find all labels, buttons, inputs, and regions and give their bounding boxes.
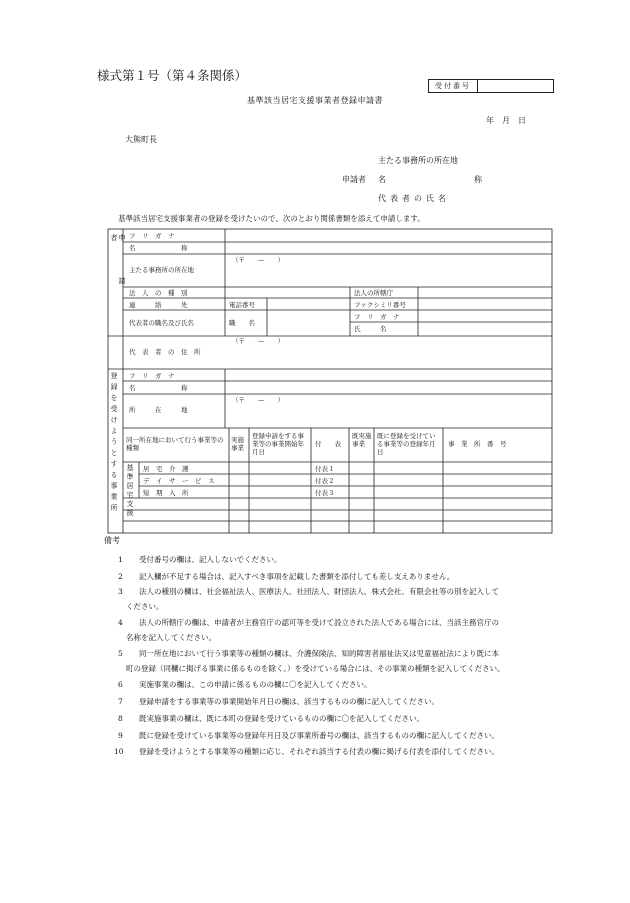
furigana-label: フ リ ガ ナ — [129, 232, 175, 240]
remark-number: 3 — [118, 587, 123, 596]
remark-text: 受付番号の欄は、記入しないでください。 — [139, 555, 282, 564]
remark-text: 町の登録（同欄に掲げる事業に係るものを除く。）を受けている場合には、その事業の種類を記入してください。 — [126, 664, 505, 673]
col-existing: 既実施事業 — [352, 432, 372, 448]
remark-text: 既に登録を受けている事業等の登録年月日及び事業所番号の欄は、該当するものの欄に記入してください。 — [139, 731, 499, 740]
row-attachment-3: 付表３ — [315, 489, 335, 497]
remark-number: 7 — [118, 697, 123, 706]
remark-number: 2 — [118, 572, 123, 581]
intro-text: 基準該当居宅支援事業者の登録を受けたいので、次のとおり関係書類を添えて申請します。 — [118, 214, 425, 223]
remark-number: 6 — [118, 680, 123, 689]
fax-label: ファクシミリ番号 — [354, 301, 406, 309]
row-attachment-2: 付表２ — [315, 477, 335, 485]
remarks-title: 備考 — [104, 536, 120, 545]
remark-text: 法人の所轄庁の欄は、申請者が主務官庁の認可等を受けて設立された法人である場合には、当該主務官庁の — [139, 618, 499, 627]
row-type-1: 居 宅 介 護 — [143, 465, 189, 473]
business-location-label: 所 在 地 — [129, 406, 188, 414]
col-business-types: 同一所在地において行う事業等の種類 — [126, 436, 224, 452]
col-implemented: 実施事業 — [231, 436, 244, 452]
remark-text: 記入欄が不足する場合は、記入すべき事項を記載した書類を添付しても差し支えありません。 — [139, 572, 455, 581]
remark-number: 8 — [118, 714, 123, 723]
contact-label: 連 絡 先 — [129, 301, 188, 309]
name-field[interactable] — [226, 243, 551, 253]
rep-title-name-label: 代表者の職名及び氏名 — [129, 319, 194, 327]
remark-number: 5 — [118, 649, 123, 658]
representative-name-label: 代表者の氏名 — [378, 194, 450, 203]
corp-type-label: 法 人 の 種 別 — [129, 289, 188, 297]
col-attachment: 付 表 — [315, 440, 341, 448]
remark-text: 既実施事業の欄は、既に本町の登録を受けているものの欄に〇を記入してください。 — [139, 714, 424, 723]
remark-text: ください。 — [126, 602, 164, 611]
remark-number: 4 — [118, 618, 123, 627]
name-label-part-1: 名 — [378, 175, 386, 184]
receipt-number-label: 受付番号 — [429, 80, 478, 92]
care-label: 基準居宅支援 — [126, 464, 134, 518]
office-address-cell-label: 主たる事務所の所在地 — [129, 266, 194, 274]
applicant-label: 申請者 — [342, 175, 366, 184]
business-name-label: 名 称 — [129, 384, 188, 392]
title-label: 職 名 — [229, 319, 255, 327]
remark-text: 名称を記入してください。 — [126, 633, 216, 642]
rep-postal[interactable]: （〒 — ） — [232, 337, 284, 345]
name-label-part-2: 称 — [474, 175, 482, 184]
receipt-number-field[interactable] — [478, 80, 553, 92]
row-type-2: デ イ サ ー ビ ス — [143, 477, 215, 485]
remark-number: 9 — [118, 731, 123, 740]
rep-name-label: 氏 名 — [354, 325, 387, 333]
rep-address-label: 代 表 者 の 住 所 — [129, 348, 201, 356]
office-address-label: 主たる事務所の所在地 — [378, 156, 458, 165]
col-registered-date: 既に登録を受けている事業等の登録年月日 — [377, 432, 436, 456]
document-title: 基準該当居宅支援事業者登録申請書 — [247, 96, 383, 105]
name-cell-label: 名 称 — [129, 244, 188, 252]
rep-furigana-label: フ リ ガ ナ — [354, 313, 400, 321]
remark-number: 10 — [114, 747, 124, 756]
col-start-date: 登録申請をする事業等の事業開始年月日 — [252, 432, 304, 456]
phone-label: 電話番号 — [229, 301, 255, 309]
corp-authority-label: 法人の所轄庁 — [354, 289, 393, 297]
office-postal[interactable]: （〒 — ） — [232, 256, 284, 264]
business-furigana-label: フ リ ガ ナ — [129, 372, 175, 380]
business-side-label: 登録を受けようとする事業所 — [110, 372, 118, 515]
remark-text: 法人の種別の欄は、社会福祉法人、医療法人、社団法人、財団法人、株式会社、有限会社等の別を記入して — [139, 587, 499, 596]
form-number: 様式第１号（第４条関係） — [97, 68, 248, 83]
furigana-field[interactable] — [226, 230, 551, 241]
col-office-number: 事 業 所 番 号 — [448, 440, 507, 448]
remark-text: 同一所在地において行う事業等の種類の欄は、介護保険法、知的障害者福祉法又は児童福祉法により既に本 — [139, 649, 499, 658]
remark-text: 実施事業の欄は、この申請に係るものの欄に〇を記入してください。 — [139, 680, 372, 689]
name-label — [378, 174, 482, 185]
date-line: 年 月 日 — [486, 116, 526, 125]
remark-number: 1 — [118, 555, 123, 564]
remark-text: 登録を受けようとする事業等の種類に応じ、それぞれ該当する付表の欄に掲げる付表を添付してください。 — [139, 747, 499, 756]
remark-text: 登録申請をする事業等の事業開始年月日の欄は、該当するものの欄に記入してください。 — [139, 697, 439, 706]
applicant-side-label: 申請者 — [110, 234, 126, 320]
row-attachment-1: 付表１ — [315, 465, 335, 473]
addressee: 大熊町長 — [125, 135, 157, 144]
business-postal[interactable]: （〒 — ） — [232, 396, 284, 404]
row-type-3: 短 期 入 所 — [143, 489, 189, 497]
receipt-number-box — [428, 79, 554, 93]
